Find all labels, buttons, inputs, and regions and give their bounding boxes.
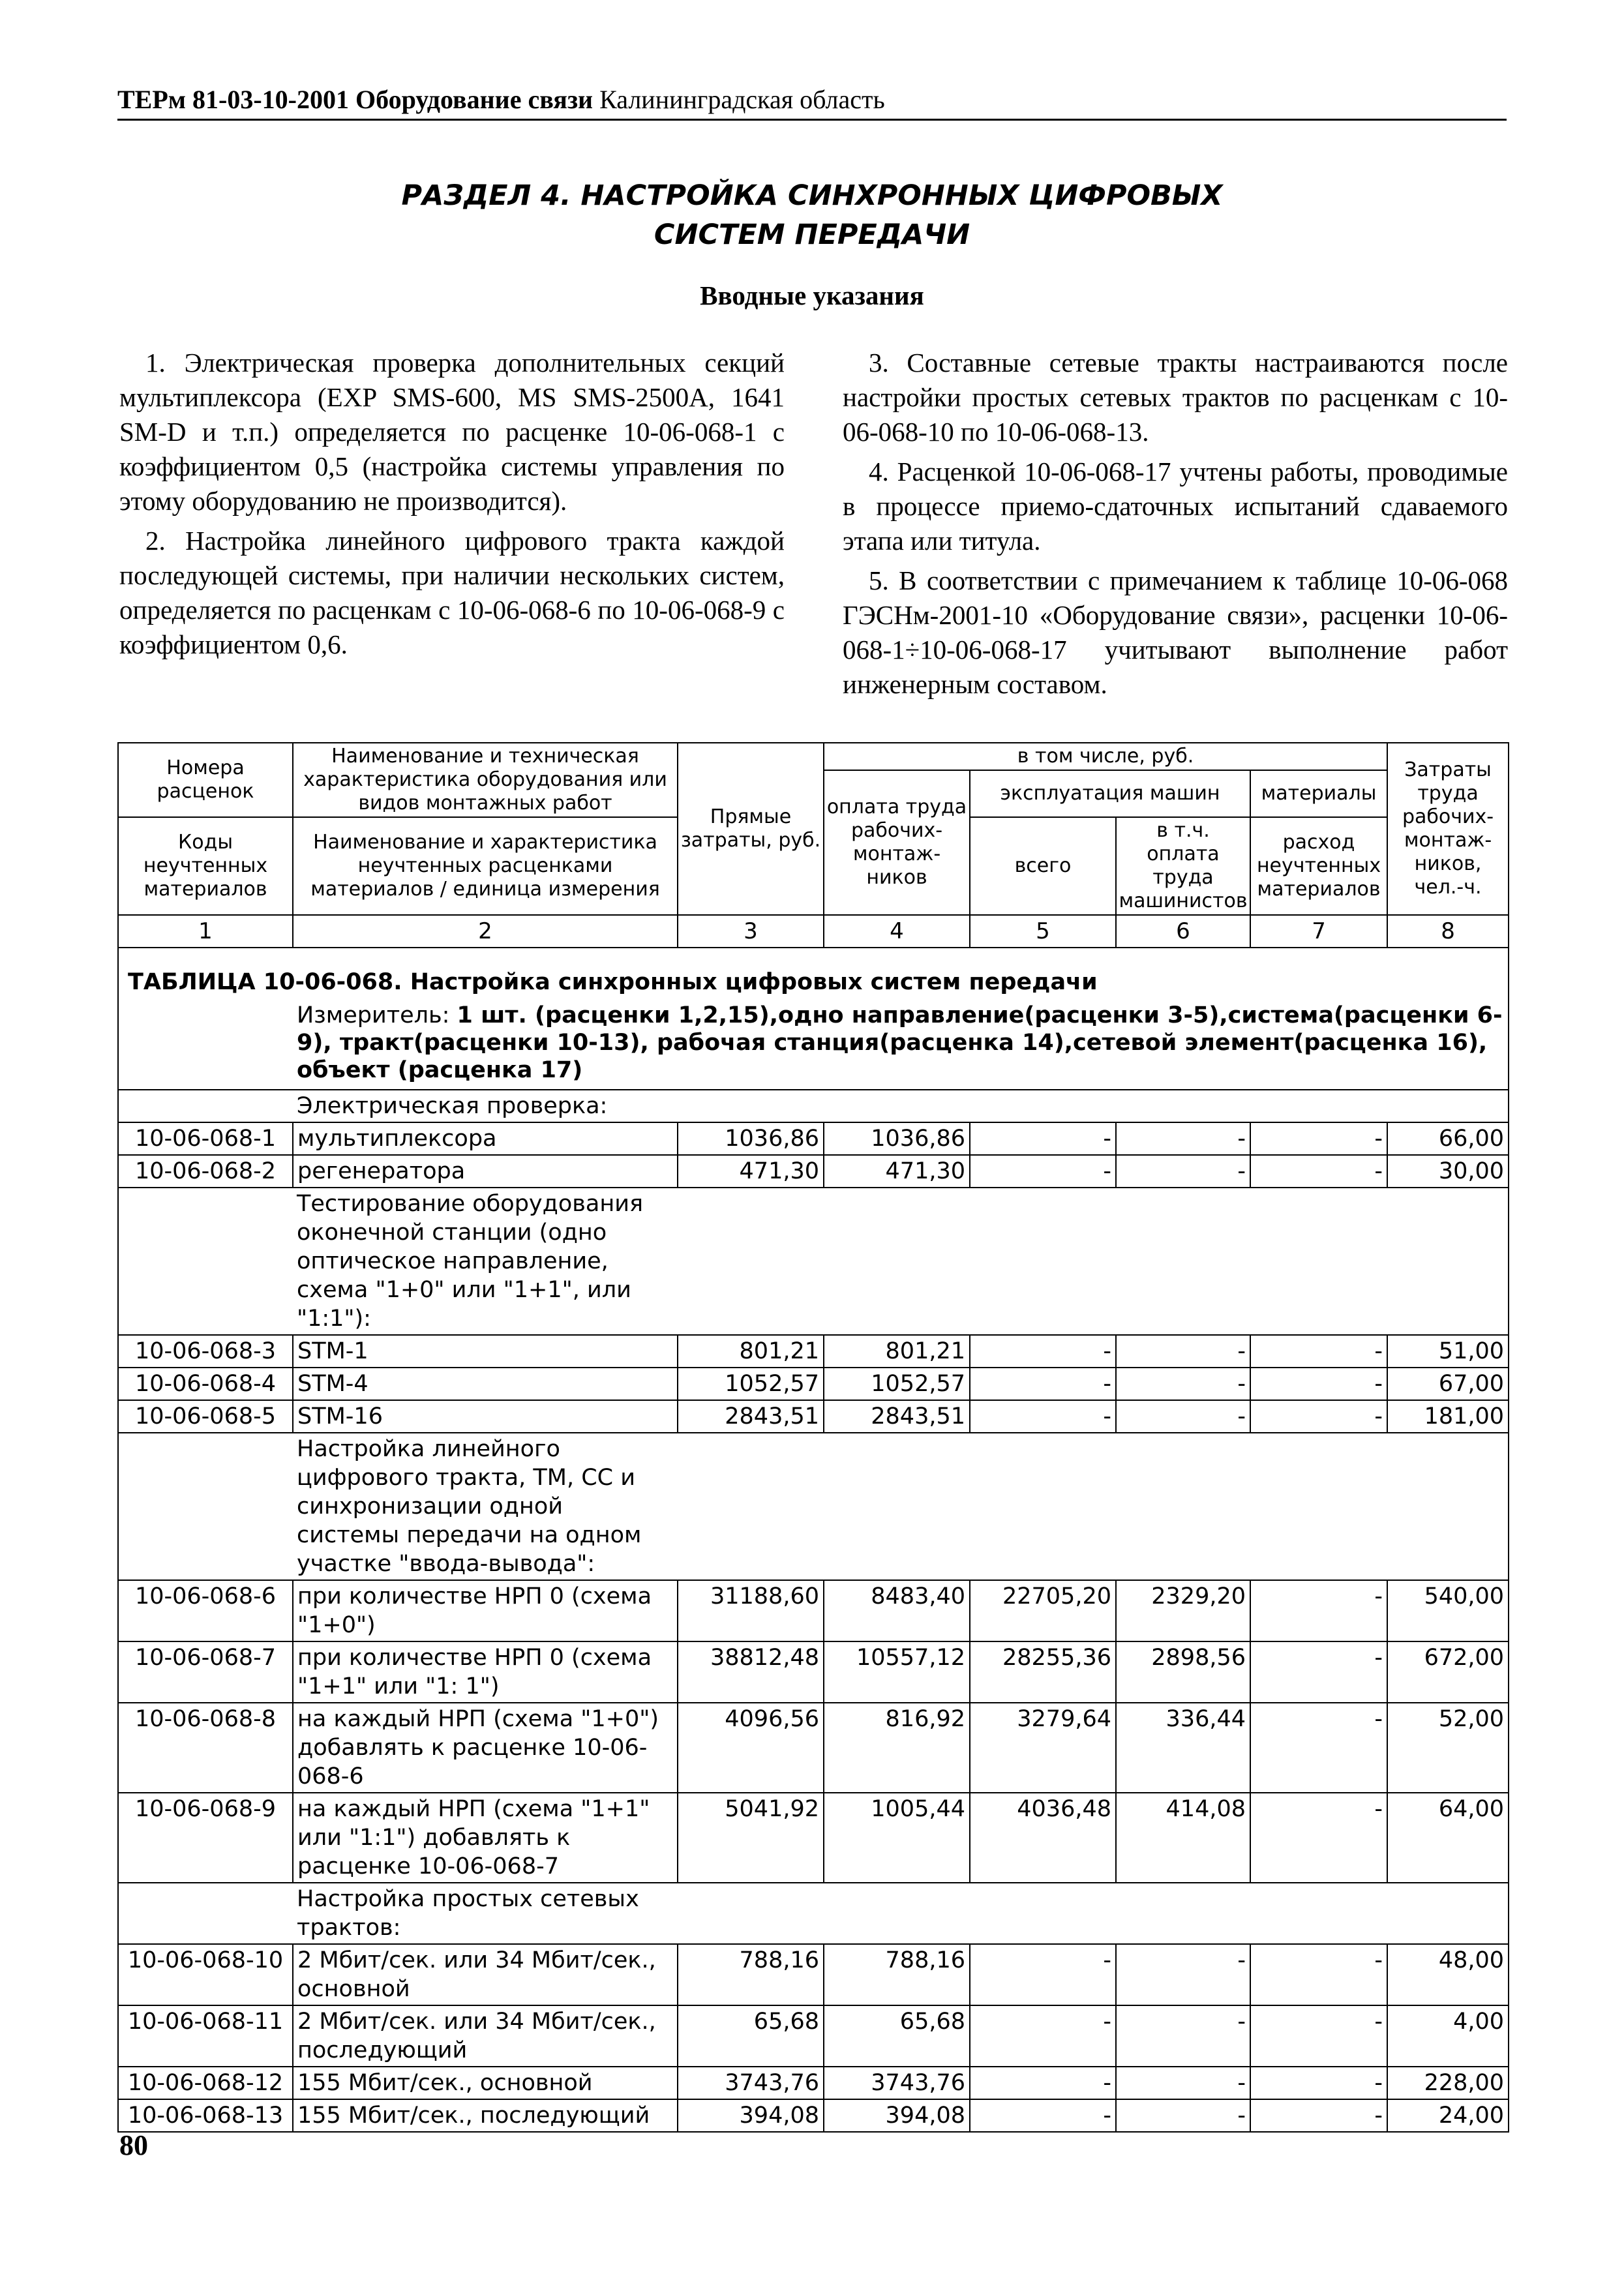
table-row (118, 1368, 1509, 1400)
materials-cost: - (1250, 1703, 1387, 1793)
meter-label: Измеритель: (297, 1002, 450, 1028)
meter-row (118, 1000, 1509, 1090)
labor-hours: 181,00 (1387, 1400, 1509, 1433)
machine-total: - (970, 1944, 1116, 2005)
direct-costs: 1036,86 (678, 1122, 824, 1155)
materials-cost: - (1250, 2005, 1387, 2067)
labor-hours: 4,00 (1387, 2005, 1509, 2067)
group-heading-row (118, 1883, 1509, 1944)
column-number-row (118, 915, 1509, 948)
section-title (117, 176, 1507, 254)
machine-total: 4036,48 (970, 1793, 1116, 1883)
labor-pay: 3743,76 (824, 2067, 970, 2099)
header-material-codes: Коды неучтенных материалов (118, 817, 293, 915)
column-number: 8 (1387, 915, 1509, 948)
column-number: 6 (1116, 915, 1250, 948)
machine-total: - (970, 1155, 1116, 1188)
intro-paragraph: 4. Расценкой 10-06-068-17 учтены работы, проводимые в процессе приемо-сдаточных испытаний сдаваемого этапа или титула. (843, 457, 1508, 556)
group-heading-spacer (118, 1883, 293, 1944)
column-number: 2 (293, 915, 678, 948)
intro-paragraph: 2. Настройка линейного цифрового тракта каждой последующей системы, при наличии нескольких систем, определяется по расценкам с 10-06-068-6 по 10-06-068-9 с коэффициентом 0,6. (119, 526, 785, 659)
labor-pay: 10557,12 (824, 1641, 970, 1703)
work-name: 2 Мбит/сек. или 34 Мбит/сек., основной (293, 1944, 678, 2005)
table-row (118, 1400, 1509, 1433)
header-rate-numbers: Номера расценок (118, 743, 293, 817)
machine-total: 3279,64 (970, 1703, 1116, 1793)
machinist-pay: 414,08 (1116, 1793, 1250, 1883)
machine-total: - (970, 1335, 1116, 1368)
labor-hours: 66,00 (1387, 1122, 1509, 1155)
group-heading: Тестирование оборудования оконечной станции (одно оптическое направление, схема "1+0" или "1+1", или "1:1"): (297, 1191, 643, 1332)
machinist-pay: - (1116, 2005, 1250, 2067)
group-heading: Электрическая проверка: (297, 1093, 608, 1119)
intro-paragraph: 3. Составные сетевые тракты настраиваются после настройки простых сетевых трактов по расценкам с 10-06-068-10 по 10-06-068-13. (843, 348, 1508, 447)
rate-code: 10-06-068-9 (118, 1793, 293, 1883)
running-header (117, 83, 1507, 121)
machine-total: 22705,20 (970, 1580, 1116, 1641)
doc-title: Оборудование связи (355, 85, 594, 114)
labor-pay: 8483,40 (824, 1580, 970, 1641)
labor-pay: 1005,44 (824, 1793, 970, 1883)
direct-costs: 3743,76 (678, 2067, 824, 2099)
table-row (118, 1155, 1509, 1188)
header-machine-total: всего (970, 817, 1116, 915)
work-name: при количестве НРП 0 (схема "1+1" или "1: 1") (293, 1641, 678, 1703)
machine-total: - (970, 1400, 1116, 1433)
materials-cost: - (1250, 1122, 1387, 1155)
rate-code: 10-06-068-6 (118, 1580, 293, 1641)
rate-code: 10-06-068-1 (118, 1122, 293, 1155)
group-heading: Настройка простых сетевых трактов: (297, 1886, 639, 1941)
header-name-bottom: Наименование и характеристика неучтенных расценками материалов / единица измерения (293, 817, 678, 915)
work-name: мультиплексора (293, 1122, 678, 1155)
group-heading-cell (293, 1433, 1509, 1580)
machine-total: - (970, 2099, 1116, 2132)
page-number: 80 (119, 2129, 148, 2161)
machinist-pay: - (1116, 1335, 1250, 1368)
meter-text: 1 шт. (расценки 1,2,15),одно направление(расценки 3-5),система(расценки 6-9), тракт(расценки 10-13), рабочая станция(расценка 14),сетевой элемент(расценка 16), объект (расценка 17) (297, 1002, 1503, 1083)
machinist-pay: - (1116, 1944, 1250, 2005)
materials-cost: - (1250, 1793, 1387, 1883)
doc-code: ТЕРм 81-03-10-2001 (117, 85, 349, 114)
column-number: 5 (970, 915, 1116, 948)
table-row (118, 1641, 1509, 1703)
machinist-pay: 336,44 (1116, 1703, 1250, 1793)
table-row (118, 1793, 1509, 1883)
labor-pay: 1036,86 (824, 1122, 970, 1155)
direct-costs: 471,30 (678, 1155, 824, 1188)
labor-pay: 801,21 (824, 1335, 970, 1368)
direct-costs: 31188,60 (678, 1580, 824, 1641)
labor-hours: 540,00 (1387, 1580, 1509, 1641)
group-heading-spacer (118, 1090, 293, 1122)
labor-hours: 672,00 (1387, 1641, 1509, 1703)
work-name: при количестве НРП 0 (схема "1+0") (293, 1580, 678, 1641)
direct-costs: 4096,56 (678, 1703, 824, 1793)
machine-total: - (970, 2005, 1116, 2067)
machine-total: - (970, 2067, 1116, 2099)
rate-code: 10-06-068-11 (118, 2005, 293, 2067)
table-row (118, 2099, 1509, 2132)
table-title: ТАБЛИЦА 10-06-068. Настройка синхронных цифровых систем передачи (118, 948, 1509, 1000)
header-machinist-pay: в т.ч. оплата труда машинистов (1116, 817, 1250, 915)
intro-heading: Вводные указания (700, 280, 924, 310)
rate-code: 10-06-068-8 (118, 1703, 293, 1793)
rate-code: 10-06-068-13 (118, 2099, 293, 2132)
work-name: на каждый НРП (схема "1+1" или "1:1") добавлять к расценке 10-06-068-7 (293, 1793, 678, 1883)
direct-costs: 38812,48 (678, 1641, 824, 1703)
machine-total: - (970, 1122, 1116, 1155)
table-row (118, 2067, 1509, 2099)
group-heading-cell (293, 1188, 1509, 1335)
labor-hours: 30,00 (1387, 1155, 1509, 1188)
labor-pay: 2843,51 (824, 1400, 970, 1433)
machinist-pay: 2329,20 (1116, 1580, 1250, 1641)
header-including: в том числе, руб. (824, 743, 1387, 770)
direct-costs: 2843,51 (678, 1400, 824, 1433)
labor-pay: 788,16 (824, 1944, 970, 2005)
labor-hours: 64,00 (1387, 1793, 1509, 1883)
labor-hours: 24,00 (1387, 2099, 1509, 2132)
labor-hours: 48,00 (1387, 1944, 1509, 2005)
meter-spacer (118, 1000, 293, 1090)
machine-total: - (970, 1368, 1116, 1400)
work-name: 155 Мбит/сек., основной (293, 2067, 678, 2099)
header-unaccounted-materials: расход неучтенных материалов (1250, 817, 1387, 915)
direct-costs: 394,08 (678, 2099, 824, 2132)
machinist-pay: - (1116, 1400, 1250, 1433)
intro-left-column (119, 346, 785, 667)
intro-paragraph: 1. Электрическая проверка дополнительных секций мультиплексора (EXP SMS-600, MS SMS-2500A, 1641 SM-D и т.п.) определяется по расценке 10-06-068-1 с коэффициентом 0,5 (настройка системы управления по этому оборудованию не производится). (119, 348, 785, 516)
work-name: STM-1 (293, 1335, 678, 1368)
rates-table (117, 742, 1509, 2133)
rate-code: 10-06-068-4 (118, 1368, 293, 1400)
header-labor-costs: Затраты труда рабочих-монтаж-ников, чел.-ч. (1387, 743, 1509, 915)
intro-right-column (843, 346, 1508, 707)
rate-code: 10-06-068-7 (118, 1641, 293, 1703)
work-name: STM-16 (293, 1400, 678, 1433)
table-row (118, 1335, 1509, 1368)
machinist-pay: - (1116, 1122, 1250, 1155)
machinist-pay: - (1116, 1368, 1250, 1400)
rate-code: 10-06-068-12 (118, 2067, 293, 2099)
materials-cost: - (1250, 1335, 1387, 1368)
group-heading-row (118, 1188, 1509, 1335)
group-heading-cell (293, 1090, 1509, 1122)
materials-cost: - (1250, 1580, 1387, 1641)
materials-cost: - (1250, 2099, 1387, 2132)
machine-total: 28255,36 (970, 1641, 1116, 1703)
labor-pay: 471,30 (824, 1155, 970, 1188)
machinist-pay: - (1116, 2099, 1250, 2132)
labor-pay: 816,92 (824, 1703, 970, 1793)
header-direct-costs: Прямые затраты, руб. (678, 743, 824, 915)
group-heading-spacer (118, 1188, 293, 1335)
labor-hours: 52,00 (1387, 1703, 1509, 1793)
machinist-pay: - (1116, 2067, 1250, 2099)
table-row (118, 1944, 1509, 2005)
table-row (118, 1122, 1509, 1155)
work-name: на каждый НРП (схема "1+0") добавлять к расценке 10-06-068-6 (293, 1703, 678, 1793)
header-labor-pay: оплата труда рабочих-монтаж-ников (824, 770, 970, 915)
meter-cell (293, 1000, 1509, 1090)
group-heading-spacer (118, 1433, 293, 1580)
intro-paragraph: 5. В соответствии с примечанием к таблице 10-06-068 ГЭСНм-2001-10 «Оборудование связи», расценки 10-06-068-1÷10-06-068-17 учитывают выполнение работ инженерным составом. (843, 565, 1508, 699)
work-name: 2 Мбит/сек. или 34 Мбит/сек., последующий (293, 2005, 678, 2067)
table-title-row (118, 948, 1509, 1000)
materials-cost: - (1250, 1155, 1387, 1188)
machinist-pay: - (1116, 1155, 1250, 1188)
labor-hours: 51,00 (1387, 1335, 1509, 1368)
column-number: 7 (1250, 915, 1387, 948)
work-name: 155 Мбит/сек., последующий (293, 2099, 678, 2132)
table-row (118, 2005, 1509, 2067)
column-number: 3 (678, 915, 824, 948)
labor-hours: 228,00 (1387, 2067, 1509, 2099)
rate-code: 10-06-068-3 (118, 1335, 293, 1368)
group-heading-row (118, 1090, 1509, 1122)
materials-cost: - (1250, 1944, 1387, 2005)
rate-code: 10-06-068-10 (118, 1944, 293, 2005)
materials-cost: - (1250, 1368, 1387, 1400)
work-name: регенератора (293, 1155, 678, 1188)
direct-costs: 788,16 (678, 1944, 824, 2005)
section-title-line-2: СИСТЕМ ПЕРЕДАЧИ (654, 218, 970, 251)
direct-costs: 65,68 (678, 2005, 824, 2067)
materials-cost: - (1250, 1400, 1387, 1433)
table-row (118, 1580, 1509, 1641)
header-materials: материалы (1250, 770, 1387, 817)
labor-pay: 1052,57 (824, 1368, 970, 1400)
labor-hours: 67,00 (1387, 1368, 1509, 1400)
group-heading: Настройка линейного цифрового тракта, ТМ, СС и синхронизации одной системы передачи на одном участке "ввода-вывода": (297, 1436, 642, 1577)
materials-cost: - (1250, 2067, 1387, 2099)
column-number: 4 (824, 915, 970, 948)
labor-pay: 65,68 (824, 2005, 970, 2067)
direct-costs: 5041,92 (678, 1793, 824, 1883)
labor-pay: 394,08 (824, 2099, 970, 2132)
header-machine-operation: эксплуатация машин (970, 770, 1250, 817)
rate-code: 10-06-068-5 (118, 1400, 293, 1433)
group-heading-cell (293, 1883, 1509, 1944)
direct-costs: 1052,57 (678, 1368, 824, 1400)
materials-cost: - (1250, 1641, 1387, 1703)
work-name: STM-4 (293, 1368, 678, 1400)
direct-costs: 801,21 (678, 1335, 824, 1368)
section-title-line-1: РАЗДЕЛ 4. НАСТРОЙКА СИНХРОННЫХ ЦИФРОВЫХ (401, 179, 1223, 212)
rate-code: 10-06-068-2 (118, 1155, 293, 1188)
table-row (118, 1703, 1509, 1793)
column-number: 1 (118, 915, 293, 948)
machinist-pay: 2898,56 (1116, 1641, 1250, 1703)
group-heading-row (118, 1433, 1509, 1580)
header-name-top: Наименование и техническая характеристика оборудования или видов монтажных работ (293, 743, 678, 817)
region: Калининградская область (599, 85, 885, 114)
